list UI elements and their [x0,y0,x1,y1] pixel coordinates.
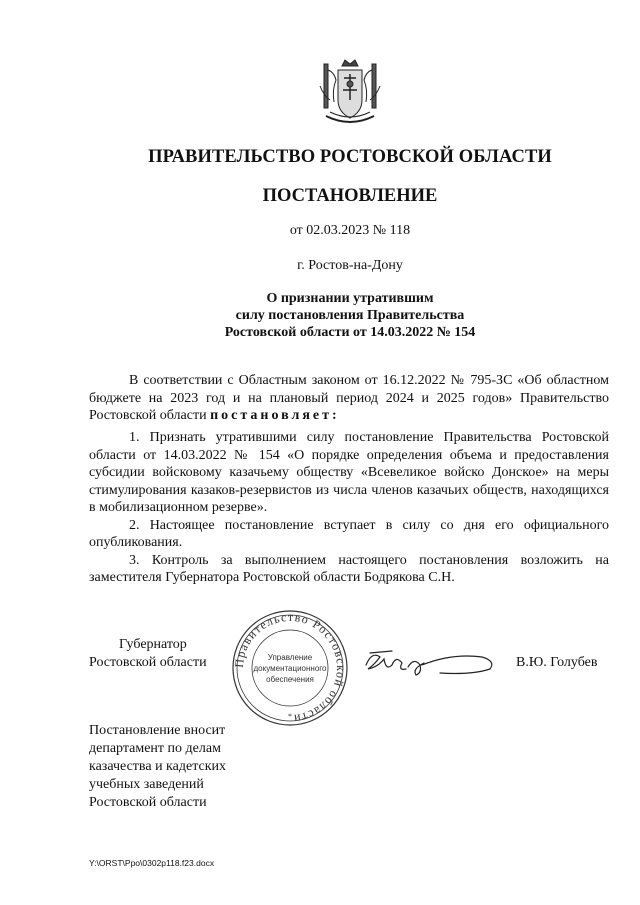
file-path: Y:\ORST\Ppo\0302p118.f23.docx [89,858,215,868]
stamp-inner-line-3: обеспечения [266,675,314,684]
document-type: ПОСТАНОВЛЕНИЕ [262,186,438,206]
position-line-1: Губернатор [119,637,187,652]
stamp-inner-line-2: документационного [253,664,327,673]
signatory-name: В.Ю. Голубев [516,655,598,670]
document-subject [0,290,640,341]
position-line-2: Ростовской области [89,655,207,670]
submitter-note [89,722,226,812]
note-line-3: казачества и кадетских [89,759,226,774]
note-line-4: учебных заведений [89,777,204,792]
note-line-5: Ростовской области [89,795,207,810]
note-line-1: Постановление вносит [89,723,226,738]
subject-line-3: Ростовской области от 14.03.2022 № 154 [224,325,476,340]
handwritten-signature [362,643,497,681]
signatory-position [89,636,207,672]
stamp-inner-line-1: Управление [267,653,313,662]
government-title: ПРАВИТЕЛЬСТВО РОСТОВСКОЙ ОБЛАСТИ [148,147,552,167]
subject-line-1: О признании утратившим [266,291,434,306]
document-city: г. Ростов-на-Дону [297,258,403,273]
resolution-item-3: 3. Контроль за выполнением настоящего постановления возложить на заместителя Губернатора Ростовской области Бодрякова С.Н. [89,552,609,585]
resolution-item-1: 1. Признать утратившими силу постановление Правительства Ростовской области от 14.03.2022 № 154 «О порядке определения объема и предоставления субсидии войсковому казачьему обществу «Всевеликое войско Донское» на меры стимулирования казаков-резервистов из числа членов казачьих обществ, находящихся в мобилизационном резерве». [89,430,609,515]
note-line-2: департамент по делам [89,741,221,756]
preamble-text: В соответствии с Областным законом от 16.12.2022 № 795-ЗС «Об областном бюджете на 2023 год и на плановый период 2024 и 2025 годов» Правительство Ростовской области [89,373,609,423]
coat-of-arms-emblem [316,56,384,128]
official-stamp [230,608,350,728]
subject-line-2: силу постановления Правительства [235,308,465,323]
resolution-items [89,429,609,587]
resolution-item-2: 2. Настоящее постановление вступает в силу со дня его официального опубликования. [89,517,609,550]
stamp-ring-text: Правительство Ростовской области [231,609,349,727]
preamble [89,372,609,425]
svg-text:*: * [288,712,292,721]
resolves-word: постановляет: [210,408,340,423]
document-date-number: от 02.03.2023 № 118 [289,223,411,238]
